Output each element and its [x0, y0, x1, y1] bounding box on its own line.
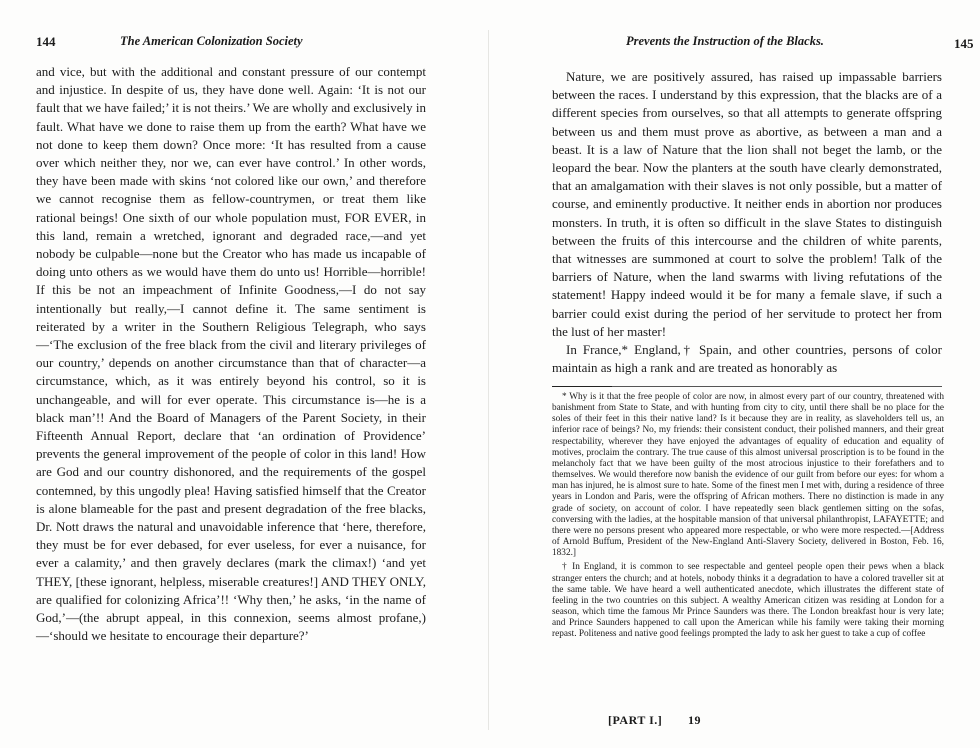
body-text	[36, 63, 426, 646]
left-page	[0, 0, 470, 748]
running-head: Prevents the Instruction of the Blacks.	[626, 34, 824, 48]
body-paragraph: Nature, we are positively assured, has raised up impassable barriers between the races. I understand by this expression, that the blacks are of a different species from ourselves, so that all attempts to generate offspring between us and them must prove as abortive, as between a man and a beast. It is a law of Nature that the lion shall not beget the lamb, or the leopard the bear. Now the planters at the south have clearly demonstrated, that an amalgamation with their slaves is not only possible, but a matter of course, and eminently productive. It neither ends in abortion nor produces monsters. In truth, it is often so difficult in the slave States to distinguish between the fruits of this intercourse and the children of white parents, that witnesses are summoned at court to solve the problem! Talk of the barriers of Nature, when the land swarms with living refutations of the statement! Happy indeed would it be for many a female slave, if such a barrier could exist during the period of her servitude to protect her from the lust of her master!	[552, 69, 942, 339]
sheet-number: 19	[688, 713, 701, 727]
footnotes	[552, 392, 944, 643]
page-number: 145	[954, 36, 974, 51]
running-head: The American Colonization Society	[120, 34, 303, 48]
body-paragraph: In France,* England,† Spain, and other countries, persons of color maintain as high a rank and are treated as honorably as	[552, 342, 942, 376]
body-text	[552, 68, 942, 377]
footnote-rule	[552, 386, 942, 387]
page-number: 144	[36, 34, 56, 49]
gutter-divider	[488, 30, 489, 730]
footnote: † In England, it is common to see respectable and genteel people open their pews when a black stranger enters the church; and at hotels, nobody thinks it a degradation to have a colored traveller sit at the same table. We have heard a well authenticated anecdote, which illustrates the different state of feeling in the two countries on this subject. A wealthy American citizen was residing at London for a season, which time the famous Mr Prince Saunders was there. The London breakfast hour is very late; and Prince Saunders happened to call upon the American while his family were taking their morning repast. Politeness and native good feelings prompted the lady to ask her guest to take a cup of coffee	[552, 562, 944, 640]
footnote: * Why is it that the free people of color are now, in almost every part of our country, threatened with banishment from State to State, and with hunting from city to city, until there shall be no place for the soles of their feet in this their native land? Is it because they are in reality, as slaveholders tell us, an inferior race of beings? No, my friends: their consistent conduct, their polished manners, and their great respectability, wherever they have enjoyed the advantages of equality of education and equality of motives, proclaim the contrary. The true cause of this almost universal proscription is to be found in the melancholy fact that we have been guilty of the most atrocious injustice to their forefathers and to themselves. We would therefore now banish the evidence of our guilt from before our eyes: for whom a man has injured, he is almost sure to hate. Some of the finest men I met with, during a residence of three years in London and Paris, were the offspring of African mothers. There no distinction is made in any grade of society, on account of color. I have repeatedly seen black gentlemen sitting on the sofas, conversing with the ladies, at the hospitable mansion of that universal philanthropist, LAFAYETTE; and there were no persons present who appeared more respectable, or who were more respected.—[Address of Arnold Buffum, President of the New-England Anti-Slavery Society, delivered in Boston, Feb. 16, 1832.]	[552, 392, 944, 559]
signature-mark: [PART I.]	[608, 713, 663, 727]
body-paragraph: and vice, but with the additional and constant pressure of our contempt and injustice. In despite of us, they have done well. Again: ‘It is not our fault that we have failed;’ it is not theirs.’ We are wholly and exclusively in fault. What have we done to raise them up from the earth? What have we not done to keep them down? Once more: ‘It has resulted from a cause over which neither they, nor we, can ever have control.’ In other words, they have been made with skins ‘not colored like our own,’ and therefore we cannot recognise them as fellow-countrymen, or treat them like rational beings! One sixth of our whole population must, FOR EVER, in this land, remain a wretched, ignorant and degraded race,—and yet nobody be culpable—none but the Creator who has made us incapable of doing unto others as we would have them do unto us! Horrible—horrible! If this be not an impeachment of Infinite Goodness,—I do not say intentionally but really,—I cannot define it. The same sentiment is reiterated by a writer in the Southern Religious Telegraph, who says—‘The exclusion of the free black from the civil and literary privileges of our country,’ depends on another circumstance than that of character—a circumstance, which, as it was entirely beyond his control, so it is unchangeable, and will for ever operate. This circumstance is—he is a black man’!! And the Board of Managers of the Parent Society, in their Fifteenth Annual Report, declare that ‘an ordination of Providence’ prevents the general improvement of the people of color in this land! How are God and our country dishonored, and the requirements of the gospel contemned, by this ungodly plea! Having satisfied himself that the Creator is alone blameable for the past and present degradation of the free blacks, Dr. Nott draws the natural and unavoidable inference that ‘here, therefore, they must be for ever debased, for ever useless, for ever a nuisance, for ever a calamity,’ and then gravely declares (mark the climax!) ‘and yet THEY, [these ignorant, helpless, miserable creatures!] AND THEY ONLY, are qualified for colonizing Africa’!! ‘Why then,’ he asks, ‘in the name of God,’—(the abrupt appeal, in this connexion, seems almost profane,)—‘should we hesitate to encourage their departure?’	[36, 64, 426, 644]
right-page	[508, 0, 980, 748]
